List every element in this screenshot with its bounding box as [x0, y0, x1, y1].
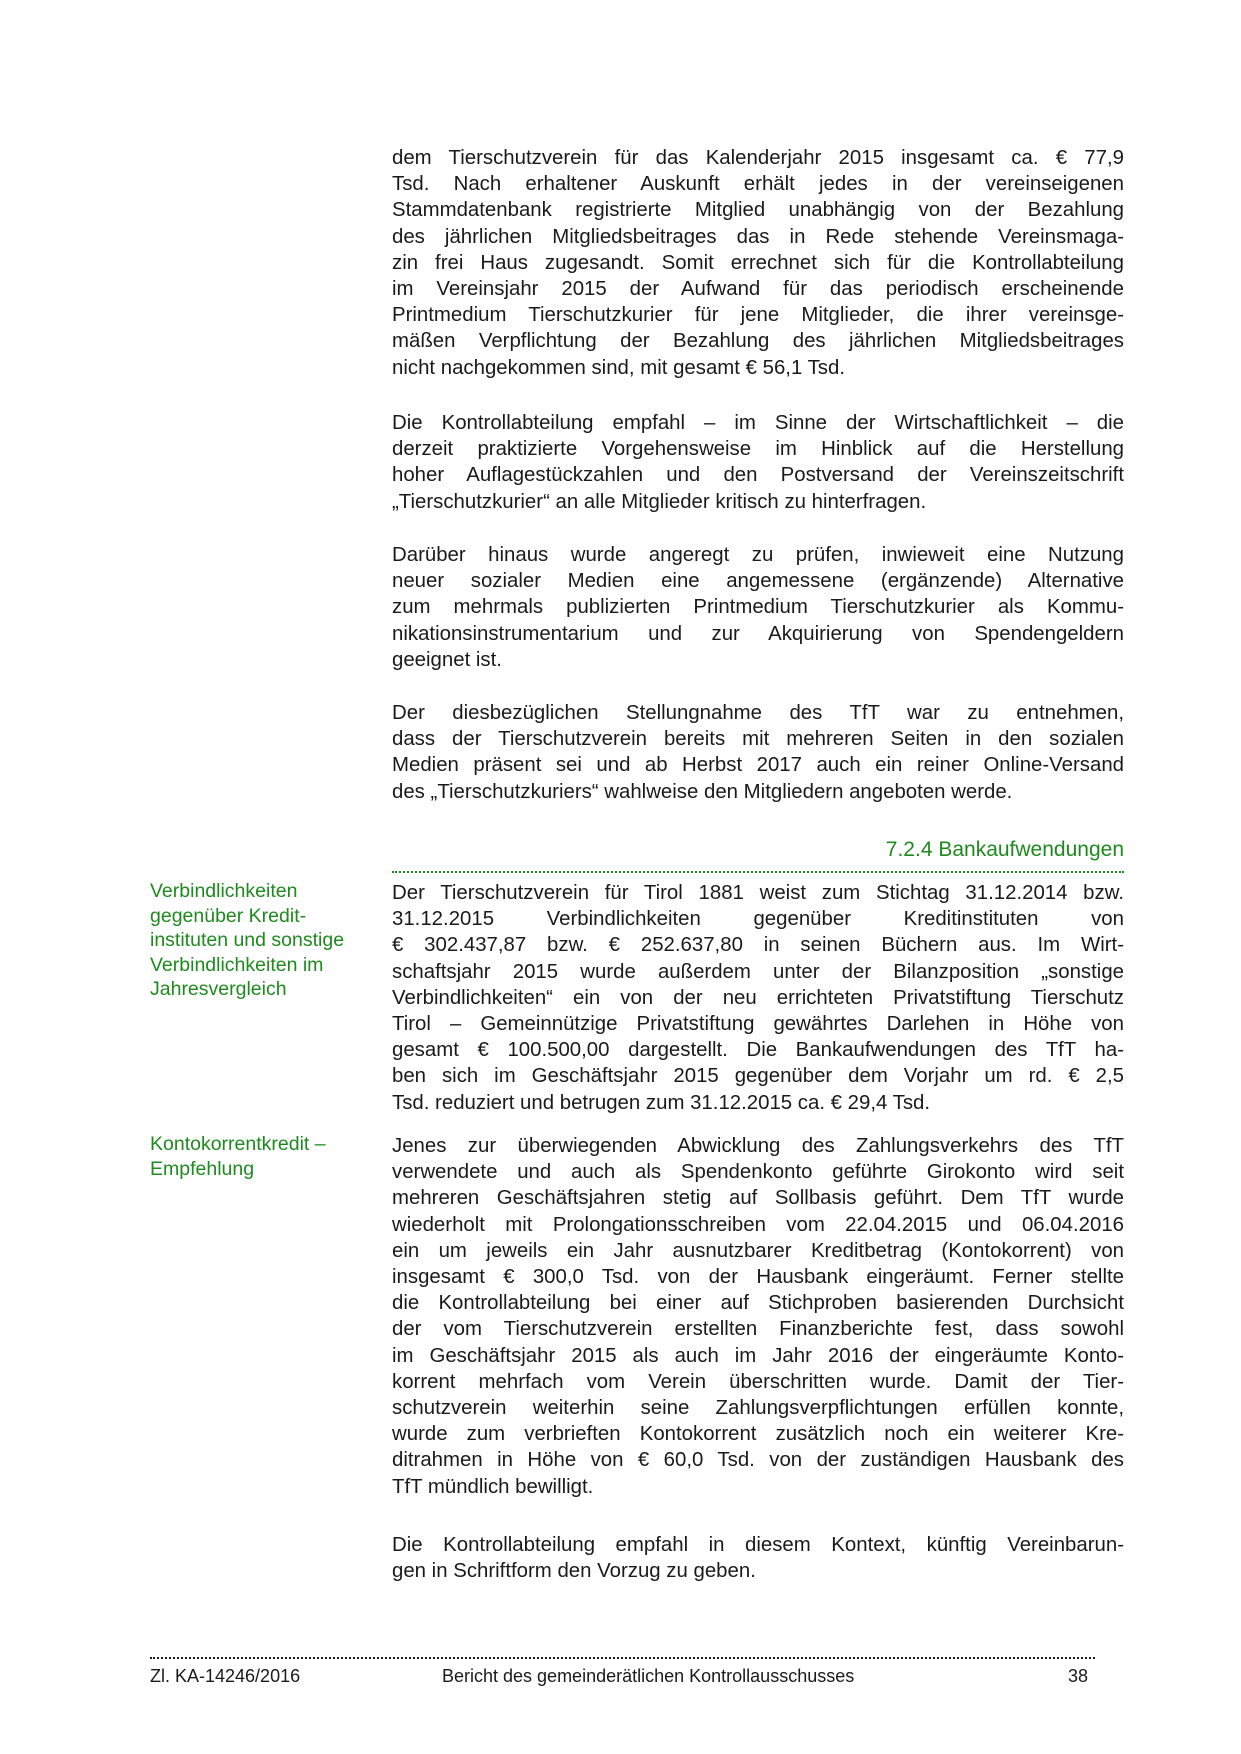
- margin-note-line: Verbindlichkeiten: [150, 880, 298, 902]
- text-line: Die Kontrollabteilung empfahl – im Sinne der Wirtschaftlichkeit – die: [392, 412, 1124, 434]
- text-line: im Vereinsjahr 2015 der Aufwand für das periodisch erscheinende: [392, 278, 1124, 301]
- paragraph-3: [392, 542, 1124, 673]
- margin-note-line: instituten und sonstige: [150, 929, 345, 951]
- body-text: [392, 145, 1124, 381]
- margin-note-line: gegenüber Kredit-: [150, 904, 307, 927]
- margin-note-line: Empfehlung: [150, 1157, 255, 1180]
- text-line: TfT mündlich bewilligt.: [392, 1475, 594, 1498]
- text-line: schutzverein weiterhin seine Zahlungsverpflichtungen erfüllen konnte,: [392, 1397, 1124, 1420]
- text-line: Jenes zur überwiegenden Abwicklung des Zahlungsverkehrs des TfT: [392, 1135, 1124, 1157]
- text-line: Tsd. Nach erhaltener Auskunft erhält jedes in der vereinseigenen: [392, 173, 1124, 196]
- body-text: [392, 1133, 1124, 1500]
- section-heading: [392, 837, 1124, 873]
- text-line: nicht nachgekommen sind, mit gesamt € 56,1 Tsd.: [392, 356, 845, 379]
- paragraph-6: [392, 1133, 1124, 1500]
- text-line: ben sich im Geschäftsjahr 2015 gegenüber dem Vorjahr um rd. € 2,5: [392, 1065, 1124, 1088]
- paragraph-4: [392, 700, 1124, 805]
- footer-reference: Zl. KA-14246/2016: [150, 1666, 301, 1686]
- footer-divider: [150, 1657, 1095, 1659]
- text-line: wurde zum verbrieften Kontokorrent zusätzlich noch ein weiterer Kre-: [392, 1423, 1124, 1446]
- text-line: im Geschäftsjahr 2015 als auch im Jahr 2016 der eingeräumte Konto-: [392, 1344, 1124, 1367]
- text-line: mäßen Verpflichtung der Bezahlung des jährlichen Mitgliedsbeitrages: [392, 330, 1124, 353]
- text-line: 31.12.2015 Verbindlichkeiten gegenüber Kreditinstituten von: [392, 908, 1124, 931]
- body-text: [392, 700, 1124, 805]
- text-line: hoher Auflagestückzahlen und den Postversand der Vereinszeitschrift: [392, 464, 1124, 487]
- text-line: geeignet ist.: [392, 648, 502, 671]
- text-line: neuer sozialer Medien eine angemessene (ergänzende) Alternative: [392, 570, 1124, 593]
- margin-note-line: Verbindlichkeiten im: [150, 953, 324, 976]
- text-line: zin frei Haus zugesandt. Somit errechnet sich für die Kontrollabteilung: [392, 251, 1124, 274]
- text-line: insgesamt € 300,0 Tsd. von der Hausbank eingeräumt. Ferner stellte: [392, 1266, 1124, 1289]
- text-line: Tsd. reduziert und betrugen zum 31.12.2015 ca. € 29,4 Tsd.: [392, 1091, 931, 1114]
- text-line: Printmedium Tierschutzkurier für jene Mitglieder, die ihrer vereinsge-: [392, 304, 1124, 327]
- text-line: nikationsinstrumentarium und zur Akquirierung von Spendengeldern: [392, 622, 1124, 645]
- text-line: Stammdatenbank registrierte Mitglied unabhängig von der Bezahlung: [392, 199, 1124, 222]
- text-line: wiederholt mit Prolongationsschreiben vom 22.04.2015 und 06.04.2016: [392, 1213, 1124, 1236]
- footer-title: Bericht des gemeinderätlichen Kontrollausschusses: [442, 1666, 855, 1686]
- text-line: Der diesbezüglichen Stellungnahme des TfT war zu entnehmen,: [392, 702, 1124, 724]
- paragraph-1: [392, 145, 1124, 381]
- body-text: [392, 410, 1124, 515]
- text-line: „Tierschutzkurier“ an alle Mitglieder kritisch zu hinterfragen.: [392, 490, 927, 513]
- paragraph-5: [392, 880, 1124, 1116]
- text-line: dem Tierschutzverein für das Kalenderjahr 2015 insgesamt ca. € 77,9: [392, 147, 1124, 169]
- margin-note-line: Jahresvergleich: [150, 978, 287, 1000]
- text-line: mehreren Geschäftsjahren stetig auf Sollbasis geführt. Dem TfT wurde: [392, 1187, 1124, 1210]
- text-line: der vom Tierschutzverein erstellten Finanzberichte fest, dass sowohl: [392, 1318, 1124, 1341]
- text-line: gesamt € 100.500,00 dargestellt. Die Bankaufwendungen des TfT ha-: [392, 1039, 1124, 1062]
- page-number: 38: [1068, 1666, 1089, 1686]
- paragraph-2: [392, 410, 1124, 515]
- text-line: verwendete und auch als Spendenkonto geführte Girokonto wird seit: [392, 1161, 1124, 1184]
- text-line: schaftsjahr 2015 wurde außerdem unter der Bilanzposition „sonstige: [392, 960, 1124, 983]
- margin-note-liabilities: [150, 879, 365, 1002]
- section-heading-text: 7.2.4 Bankaufwendungen: [885, 838, 1124, 861]
- margin-note-line: Kontokorrentkredit –: [150, 1133, 326, 1155]
- text-line: ein um jeweils ein Jahr ausnutzbarer Kreditbetrag (Kontokorrent) von: [392, 1239, 1124, 1262]
- text-line: ditrahmen in Höhe von € 60,0 Tsd. von der zuständigen Hausbank des: [392, 1449, 1124, 1472]
- text-line: Tirol – Gemeinnützige Privatstiftung gewährtes Darlehen in Höhe von: [392, 1013, 1124, 1036]
- text-line: Die Kontrollabteilung empfahl in diesem Kontext, künftig Vereinbarun-: [392, 1534, 1124, 1556]
- text-line: zum mehrmals publizierten Printmedium Tierschutzkurier als Kommu-: [392, 596, 1124, 619]
- text-line: die Kontrollabteilung bei einer auf Stichproben basierenden Durchsicht: [392, 1292, 1124, 1315]
- body-text: [392, 542, 1124, 673]
- text-line: korrent mehrfach vom Verein überschritten wurde. Damit der Tier-: [392, 1370, 1124, 1393]
- text-line: Verbindlichkeiten“ ein von der neu errichteten Privatstiftung Tierschutz: [392, 986, 1124, 1009]
- text-line: Der Tierschutzverein für Tirol 1881 weist zum Stichtag 31.12.2014 bzw.: [392, 882, 1124, 904]
- text-line: derzeit praktizierte Vorgehensweise im Hinblick auf die Herstellung: [392, 438, 1124, 461]
- text-line: Medien präsent sei und ab Herbst 2017 auch ein reiner Online-Versand: [392, 754, 1124, 777]
- margin-note-overdraft: [150, 1132, 365, 1181]
- text-line: € 302.437,87 bzw. € 252.637,80 in seinen Büchern aus. Im Wirt-: [392, 934, 1124, 957]
- body-text: [392, 1532, 1124, 1584]
- text-line: des jährlichen Mitgliedsbeitrages das in Rede stehende Vereinsmaga-: [392, 225, 1124, 248]
- text-line: Darüber hinaus wurde angeregt zu prüfen, inwieweit eine Nutzung: [392, 544, 1124, 566]
- paragraph-7: [392, 1532, 1124, 1584]
- body-text: [392, 880, 1124, 1116]
- text-line: gen in Schriftform den Vorzug zu geben.: [392, 1560, 756, 1583]
- text-line: des „Tierschutzkuriers“ wahlweise den Mitgliedern angeboten werde.: [392, 780, 1013, 803]
- text-line: dass der Tierschutzverein bereits mit mehreren Seiten in den sozialen: [392, 728, 1124, 751]
